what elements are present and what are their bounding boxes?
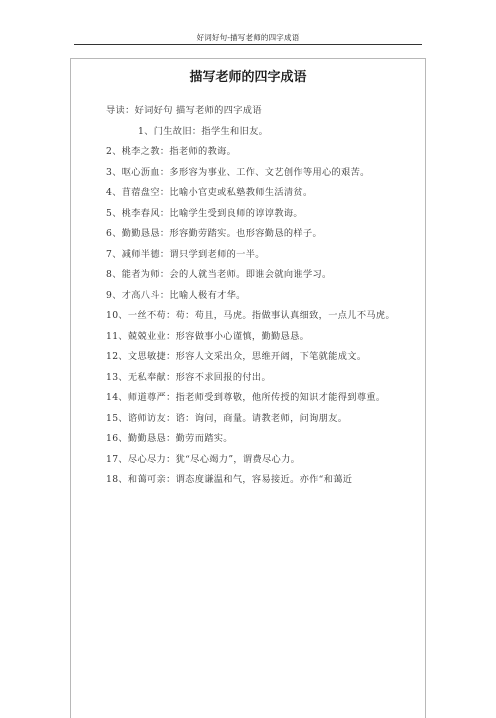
header-rule <box>74 44 422 45</box>
list-item: 17、尽心尽力：犹“尽心竭力”，谓费尽心力。 <box>106 453 301 465</box>
list-item: 15、谘师访友：谘：询问，商量。请教老师，问询朋友。 <box>106 412 348 424</box>
list-item: 12、文思敏捷：形容人文采出众，思维开阔，下笔就能成文。 <box>106 351 367 362</box>
list-item: 6、勤勤恳恳：形容勤劳踏实。也形容勤恳的样子。 <box>106 228 323 239</box>
list-item: 8、能者为师：会的人就当老师。即谁会就向谁学习。 <box>106 269 332 280</box>
list-item: 9、才高八斗：比喻人极有才华。 <box>106 289 246 301</box>
list-item: 14、师道尊严：指老师受到尊敬，他所传授的知识才能得到尊重。 <box>106 392 386 403</box>
list-item: 3、呕心沥血：多形容为事业、工作、文艺创作等用心的艰苦。 <box>106 166 370 178</box>
running-header: 好词好句-描写老师的四字成语 <box>196 33 300 42</box>
intro-paragraph: 导读：好词好句 描写老师的四字成语 <box>106 105 262 116</box>
list-item: 18、和蔼可亲：谓态度谦温和气，容易接近。亦作“和蔼近 <box>106 474 353 485</box>
list-item: 10、一丝不苟：苟：苟且，马虎。指做事认真细致，一点儿不马虎。 <box>106 310 395 321</box>
list-item: 1、门生故旧：指学生和旧友。 <box>138 125 269 137</box>
list-item: 4、苜蓿盘空：比喻小官吏或私塾教师生活清贫。 <box>106 187 313 198</box>
document-title: 描写老师的四字成语 <box>189 70 307 85</box>
list-item: 11、兢兢业业：形容做事小心谨慎，勤勤恳恳。 <box>106 330 310 342</box>
list-item: 13、无私奉献：形容不求回报的付出。 <box>106 371 271 383</box>
document-body <box>88 101 408 491</box>
list-item: 5、桃李春风：比喻学生受到良师的谆谆教诲。 <box>106 207 303 219</box>
list-item: 7、减师半德：谓只学到老师的一半。 <box>106 248 265 260</box>
list-item: 2、桃李之教：指老师的教诲。 <box>106 146 237 157</box>
list-item: 16、勤勤恳恳：勤劳而踏实。 <box>106 433 233 444</box>
